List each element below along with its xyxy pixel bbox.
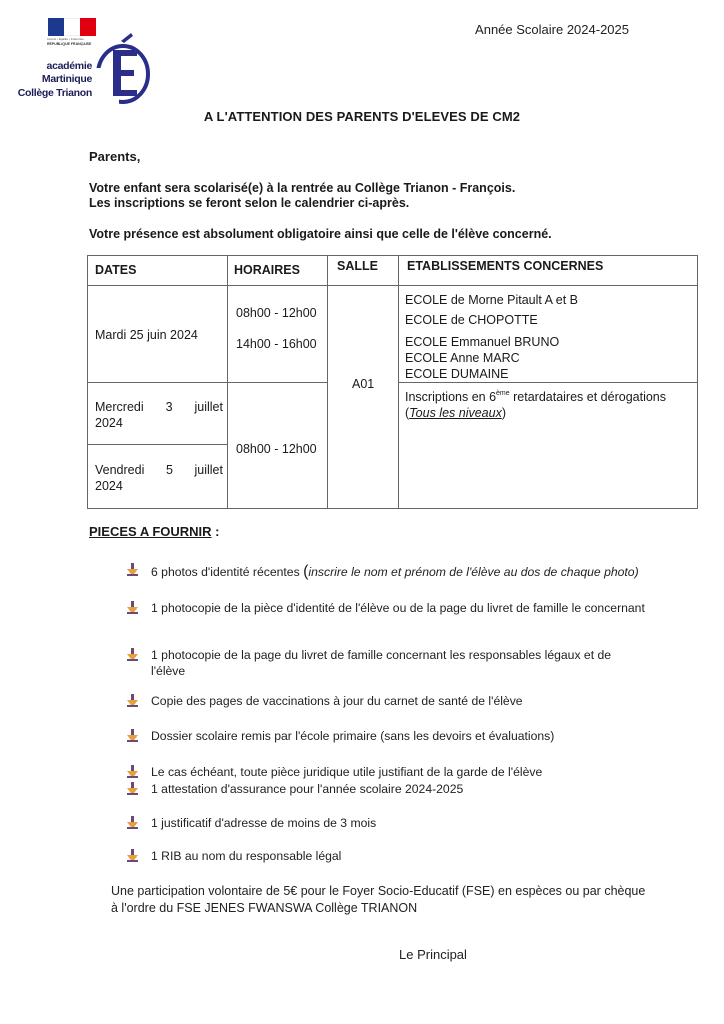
arrow-down-icon <box>127 694 138 707</box>
presence-notice: Votre présence est absolument obligatoire ainsi que celle de l'élève concerné. <box>89 227 552 241</box>
school-year: Année Scolaire 2024-2025 <box>475 22 629 37</box>
salle-value: A01 <box>352 377 375 391</box>
academy-line-1: académie <box>46 60 92 72</box>
arrow-down-icon <box>127 729 138 742</box>
republic-label: RÉPUBLIQUE FRANÇAISE <box>47 42 92 46</box>
republic-motto: Liberté • Égalité • Fraternité <box>47 37 84 41</box>
header-salle: SALLE <box>337 259 378 273</box>
time-rows-2-3: 08h00 - 12h00 <box>236 442 317 456</box>
fse-contribution-note: Une participation volontaire de 5€ pour le Foyer Socio-Educatif (FSE) en espèces ou par chèque à l'ordre du FSE JENES FWANSWA Collège TRIANON <box>111 884 646 915</box>
header-etablissements: ETABLISSEMENTS CONCERNES <box>407 259 604 273</box>
french-flag-icon <box>48 18 96 36</box>
arrow-down-icon <box>127 563 138 576</box>
academy-e-icon <box>93 28 151 104</box>
school-item: ECOLE Emmanuel BRUNO <box>405 335 560 349</box>
all-levels-note: Tous les niveaux <box>409 406 502 420</box>
school-name: Collège Trianon <box>17 87 92 99</box>
schools-list <box>405 290 578 382</box>
page-title: A L'ATTENTION DES PARENTS D'ELEVES DE CM2 <box>203 109 521 124</box>
arrow-down-icon <box>127 648 138 661</box>
school-item: ECOLE Anne MARC <box>405 351 520 365</box>
academy-line-2: Martinique <box>41 73 92 85</box>
time-row-1a: 08h00 - 12h00 <box>236 306 317 320</box>
intro-line-2: Les inscriptions se feront selon le calendrier ci-après. <box>89 196 410 210</box>
arrow-down-icon <box>127 849 138 862</box>
intro-line-1: Votre enfant sera scolarisé(e) à la rentrée au Collège Trianon - François. <box>89 181 516 195</box>
greeting: Parents, <box>89 149 141 164</box>
time-row-1b: 14h00 - 16h00 <box>236 337 317 351</box>
header-dates: DATES <box>95 263 137 277</box>
academy-logo <box>17 16 156 106</box>
late-registrations: Inscriptions en 6ème retardataires et dérogations (Tous les niveaux) <box>405 390 666 420</box>
school-item: ECOLE DUMAINE <box>405 367 509 381</box>
date-row-2: Mercredi 3 juillet 2024 <box>95 400 223 430</box>
schedule-table <box>87 255 698 509</box>
documents-heading: PIECES A FOURNIR : <box>89 524 220 539</box>
date-row-3: Vendredi 5 juillet 2024 <box>95 463 223 493</box>
date-row-1: Mardi 25 juin 2024 <box>95 328 198 342</box>
arrow-down-icon <box>127 765 138 778</box>
arrow-down-icon <box>127 816 138 829</box>
header-horaires: HORAIRES <box>234 263 300 277</box>
school-item: ECOLE de CHOPOTTE <box>405 313 538 327</box>
school-item: ECOLE de Morne Pitault A et B <box>405 293 579 307</box>
arrow-down-icon <box>127 601 138 614</box>
signature: Le Principal <box>399 947 467 962</box>
arrow-down-icon <box>127 782 138 795</box>
